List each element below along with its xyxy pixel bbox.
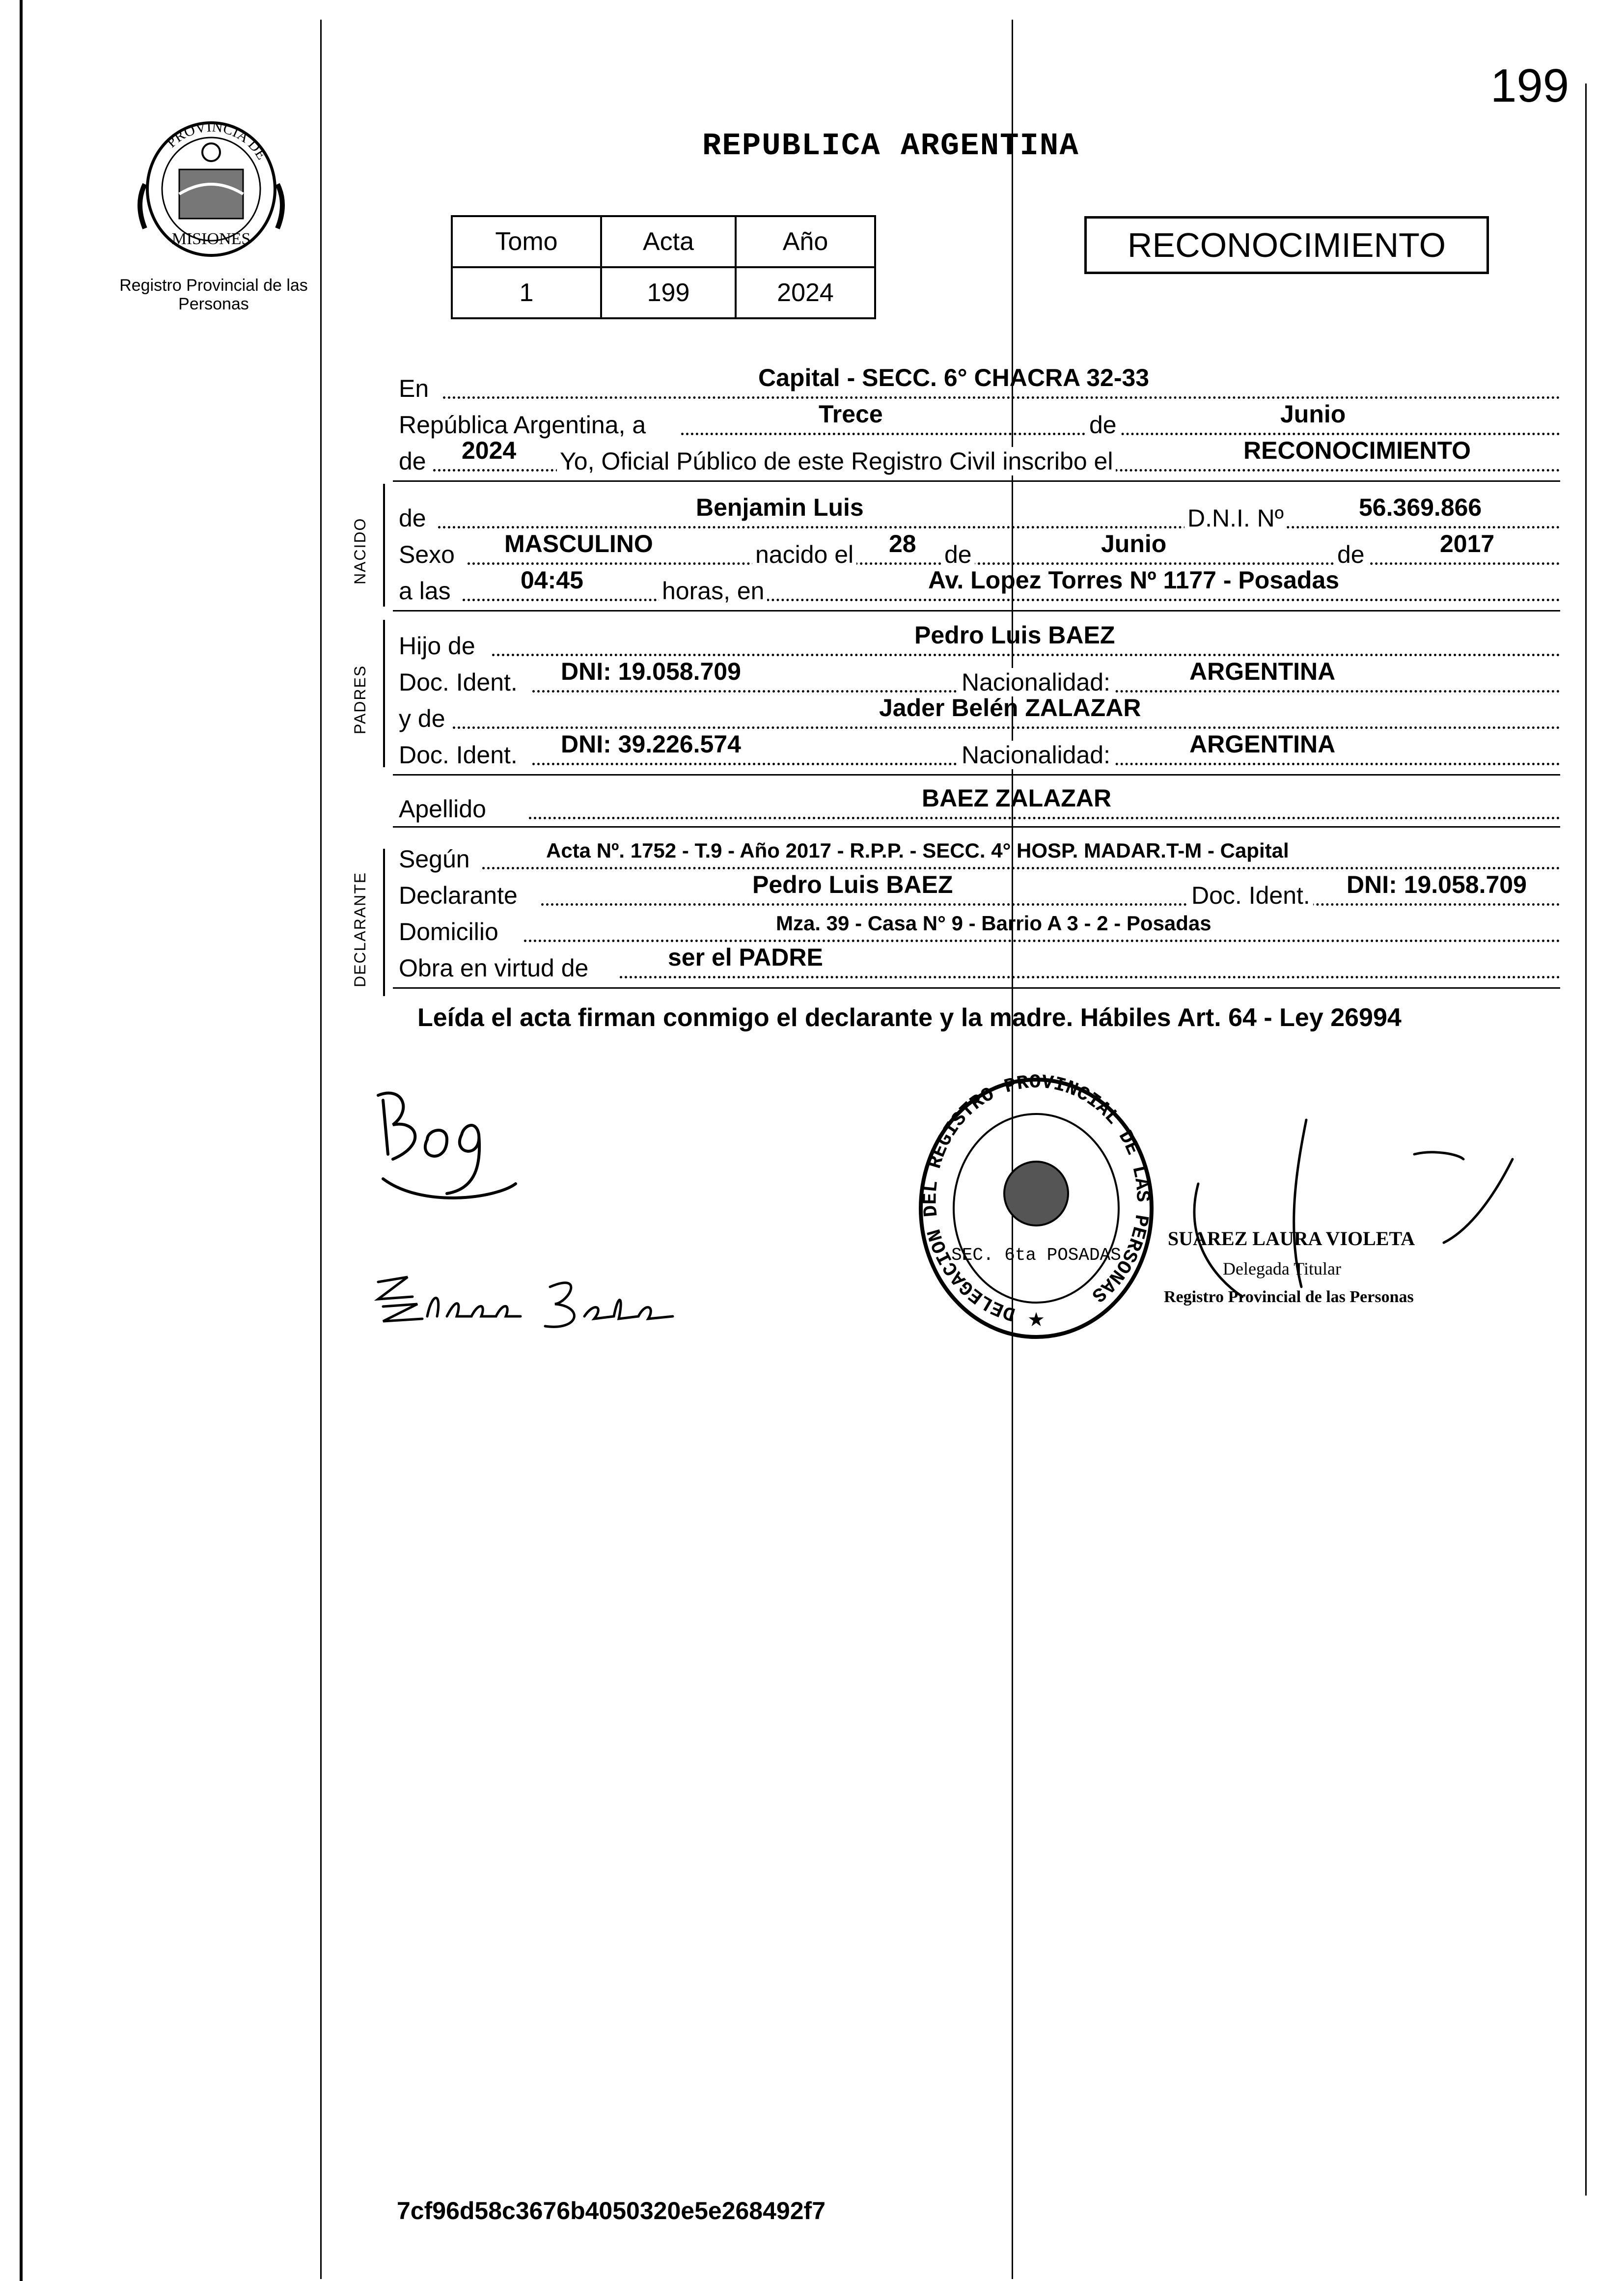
record-table-header: Año [736, 216, 875, 267]
mother-name-value: Jader Belén ZALAZAR [879, 694, 1141, 722]
provincial-seal [125, 115, 297, 273]
segun-label: Según [399, 845, 470, 873]
born-month: Junio [1101, 530, 1167, 557]
obra-label: Obra en virtud de [399, 954, 589, 982]
declarant-name-value: Pedro Luis BAEZ [752, 871, 953, 898]
seal-ring-bottom-text: MISIONES [171, 230, 251, 248]
born-year: 2017 [1440, 530, 1495, 557]
de-label: de [399, 504, 426, 532]
record-type-box: RECONOCIMIENTO [1084, 216, 1489, 274]
place-value: Capital - SECC. 6° CHACRA 32-33 [758, 364, 1150, 391]
mother-doc-value: DNI: 39.226.574 [561, 730, 741, 758]
hours-label: horas, en [659, 577, 767, 605]
binding-line [320, 20, 322, 2279]
page-number: 199 [1490, 59, 1569, 112]
doc-label: Doc. Ident. [399, 741, 518, 769]
year-value: 2024 [462, 437, 517, 464]
record-table-cell: 199 [601, 267, 736, 318]
doc-label: Doc. Ident. [1188, 881, 1313, 910]
reason-row [399, 944, 1560, 982]
yde-label: y de [399, 705, 445, 732]
domicilio-value: Mza. 39 - Casa N° 9 - Barrio A 3 - 2 - Posadas [776, 912, 1211, 935]
place-row [399, 364, 1560, 403]
svg-text:PROVINCIA DE [164, 118, 270, 162]
nationality-label: Nacionalidad: [959, 741, 1113, 769]
side-label-nacido: NACIDO [351, 517, 369, 584]
left-scan-edge [20, 0, 23, 2281]
dni-label: D.N.I. Nº [1184, 504, 1287, 532]
right-edge-line [1585, 83, 1587, 2196]
declarant-row [399, 871, 1560, 910]
sexo-label: Sexo [399, 541, 455, 568]
time-place-row [399, 566, 1560, 605]
official-role: Delegada Titular [1223, 1259, 1341, 1279]
mother-nationality-value: ARGENTINA [1189, 730, 1336, 758]
apellido-label: Apellido [399, 795, 486, 823]
closing-text: Leída el acta firman conmigo el declarante y la madre. Hábiles Art. 64 - Ley 26994 [417, 1003, 1402, 1032]
child-name-value: Benjamin Luis [696, 494, 864, 521]
father-name-value: Pedro Luis BAEZ [914, 621, 1115, 649]
de-label: de [399, 447, 426, 475]
date-row [399, 400, 1560, 439]
born-de-label: de [1334, 540, 1368, 569]
stamp-ring-text: DELEGACION DEL REGISTRO PROVINCIAL DE LAS PERSONAS [920, 1071, 1153, 1325]
segun-row [399, 838, 1560, 873]
declarante-label: Declarante [399, 882, 518, 909]
father-doc-value: DNI: 19.058.709 [561, 658, 741, 685]
child-dni-value: 56.369.866 [1359, 494, 1482, 521]
place-label: En [399, 375, 429, 402]
inscribe-value: RECONOCIMIENTO [1243, 437, 1471, 464]
sexo-value: MASCULINO [504, 530, 653, 557]
mother-row [399, 694, 1560, 733]
name-row [399, 494, 1560, 532]
domicile-row [399, 911, 1560, 946]
born-label: nacido el [752, 540, 856, 569]
nationality-label: Nacionalidad: [959, 668, 1113, 696]
record-table-header: Acta [601, 216, 736, 267]
mother-doc-row [399, 730, 1560, 769]
side-label-padres: PADRES [351, 665, 369, 734]
republic-label: República Argentina, a [399, 411, 646, 439]
inscribe-row [399, 437, 1560, 475]
hijo-label: Hijo de [399, 632, 475, 660]
record-table-cell: 1 [452, 267, 601, 318]
mother-signature [373, 1262, 678, 1331]
record-table [451, 215, 876, 319]
official-office: Registro Provincial de las Personas [1164, 1288, 1414, 1306]
de-label: de [1086, 411, 1120, 439]
seal-ring-top-text: PROVINCIA DE [163, 118, 271, 163]
doc-label: Doc. Ident. [399, 668, 518, 696]
official-name: SUAREZ LAURA VIOLETA [1168, 1227, 1415, 1250]
stamp-inner-text: SEC. 6ta POSADAS [951, 1245, 1121, 1265]
document-title: REPUBLICA ARGENTINA [702, 129, 1079, 164]
born-day: 28 [889, 530, 916, 557]
time-value: 04:45 [521, 566, 583, 594]
document-hash: 7cf96d58c3676b4050320e5e268492f7 [397, 2197, 826, 2225]
side-label-declarante: DECLARANTE [351, 871, 369, 987]
record-table-cell: 2024 [736, 267, 875, 318]
surname-row [399, 784, 1560, 823]
sex-birth-row [399, 530, 1560, 569]
record-table-header: Tomo [452, 216, 601, 267]
father-row [399, 621, 1560, 660]
official-stamp [913, 1071, 1159, 1346]
domicilio-label: Domicilio [399, 918, 498, 946]
month-value: Junio [1280, 400, 1346, 428]
inscribe-text: Yo, Oficial Público de este Registro Civil inscribo el [557, 447, 1116, 475]
birth-place-value: Av. Lopez Torres Nº 1177 - Posadas [928, 566, 1340, 594]
time-label: a las [399, 577, 451, 605]
day-value: Trece [819, 400, 883, 428]
svg-text:★: ★ [1027, 1309, 1045, 1331]
obra-value: ser el PADRE [668, 944, 823, 971]
father-nationality-value: ARGENTINA [1189, 658, 1336, 685]
born-de-label: de [941, 540, 975, 569]
seal-caption: Registro Provincial de las Personas [119, 276, 308, 313]
declarant-signature [373, 1081, 530, 1238]
apellido-value: BAEZ ZALAZAR [922, 784, 1112, 812]
segun-value: Acta Nº. 1752 - T.9 - Año 2017 - R.P.P. - SECC. 4° HOSP. MADAR.T-M - Capital [546, 839, 1289, 862]
declarant-doc-value: DNI: 19.058.709 [1347, 871, 1527, 898]
father-doc-row [399, 658, 1560, 696]
